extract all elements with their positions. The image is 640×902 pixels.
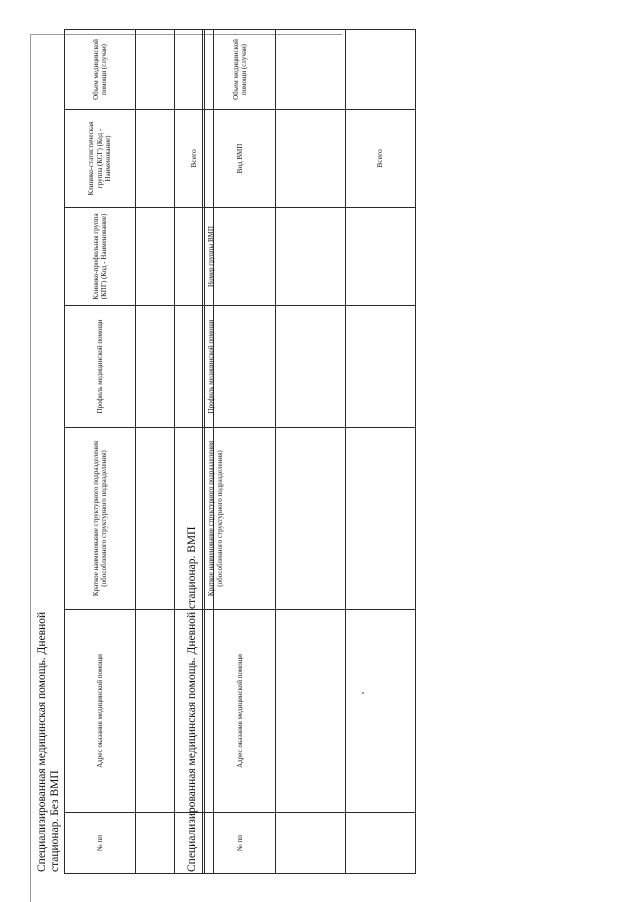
section1-header-row: [65, 30, 136, 874]
section2-header-number: № пп: [205, 813, 276, 874]
section1-bottom-rule: [202, 30, 203, 874]
section1-header-volume: Объем медицинской помощи (случаи): [65, 30, 136, 110]
section1-total-label: Всего: [175, 110, 214, 208]
table-cell: [136, 813, 175, 874]
table-cell: [346, 610, 416, 813]
table-cell: [346, 306, 416, 428]
table-cell: [136, 30, 175, 110]
section2-data-row: [276, 30, 346, 874]
table-cell: [276, 610, 346, 813]
table-cell: [346, 208, 416, 306]
section2-header-row: [205, 30, 276, 874]
section2-header-address: Адрес оказания медицинской помощи: [205, 610, 276, 813]
section2-header-division: Краткое наименование структурного подразделения (обособленного структурного подразделения): [205, 428, 276, 610]
section1-header-division: Краткое наименование структурного подразделения (обособленного структурного подразделения): [65, 428, 136, 610]
table-cell: [346, 813, 416, 874]
table-cell: [136, 610, 175, 813]
section1-title: Специализированная медицинская помощь. Дневной стационар. Без ВМП: [36, 611, 61, 872]
section2-total-row: [346, 30, 416, 874]
section1-header-address: Адрес оказания медицинской помощи: [65, 610, 136, 813]
section1-header-kpg: Клинико-профильная группа (КПГ) (Код - Наименование): [65, 208, 136, 306]
table-cell: [346, 428, 416, 610]
section2-header-profile: Профиль медицинской помощи: [205, 306, 276, 428]
section1-data-row: [136, 30, 175, 874]
table-cell: [136, 428, 175, 610]
section2-header-vmp-group: Номер группы ВМП: [205, 208, 276, 306]
table-cell: [276, 813, 346, 874]
table-cell: [276, 30, 346, 110]
table-cell: [136, 110, 175, 208]
section2-header-volume: Объем медицинской помощи (случаи): [205, 30, 276, 110]
table-cell: [276, 110, 346, 208]
section1-header-number: № пп: [65, 813, 136, 874]
section2-title: Специализированная медицинская помощь. Дневной стационар. ВМП: [186, 526, 198, 872]
table-cell: [136, 306, 175, 428]
section1-header-profile: Профиль медицинской помощи: [65, 306, 136, 428]
table-cell: [276, 306, 346, 428]
section1-header-ksg: Клинико-статистическая группа (КСГ) (Код - Наименование): [65, 110, 136, 208]
table-cell: [346, 30, 416, 110]
section2-header-vmp-type: Вид ВМП: [205, 110, 276, 208]
table-cell: [276, 208, 346, 306]
section2-total-label: Всего: [346, 110, 416, 208]
section2-table: [204, 29, 416, 874]
table-cell: [276, 428, 346, 610]
table-cell: [136, 208, 175, 306]
